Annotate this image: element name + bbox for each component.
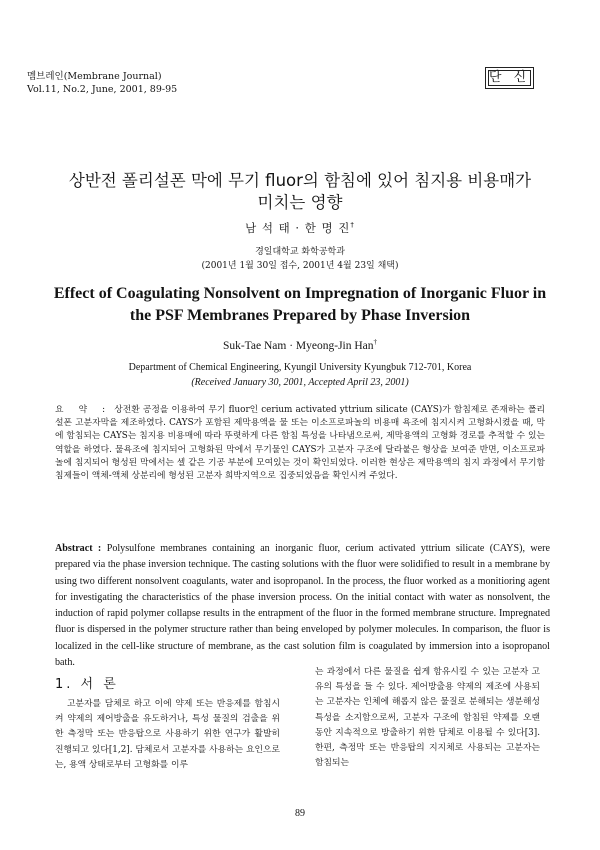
english-abstract-text: Polysulfone membranes containing an inorganic fluor, cerium activated yttrium silicate (CAYS), were prepared via the phase inversion technique. The casting solutions with the fluor were solidified to result in a membrane by using two different nonsolvent coagulants, water and isopropanol. In the process, the fluor worked as a monitioring agent for investigating the characteristics of the phase inversion process. On the initial contact with water as nonsolvent, the induction of rapid polymer collapse results in the entrapment of the fluor in the formed membrane structure. Impregnated fluor is dispersed in the polymer structure rather than being enveloped by polymer molecules. In comparison, the fluor is localized in the cell-like structure of membrane, as the cast solution film is coagulated by immersion into a isopropanol bath. bbox=[55, 543, 551, 669]
english-abstract-label: Abstract : bbox=[55, 543, 102, 554]
korean-abstract-text: 상전환 공정을 이용하여 무기 fluor인 cerium activated yttrium silicate (CAYS)가 함침제로 존재하는 폴리설폰 고분자막을 제조하였다. CAYS가 포함된 제막용액을 물 또는 이소프로파놀의 비용매 욕조에 침지시켜 고형화시켰을 때, 막에 함침되는 CAYS는 침지용 비용매에 따라 뚜렷하게 다른 함침 특성을 나타냄으로써, 제막용액의 고형화 경로를 추적할 수 있는 역할을 하였다. 물욕조에 침지되어 고형화된 막에서 무기물인 CAYS가 고분자 구조에 달라붙은 형상을 보여준 반면, 이소프로파놀에 침지되어 형성된 막에서는 셀 같은 기공 부분에 모여있는 것이 확인되었다. 이러한 현상은 제막용액의 침지 과정에서 무기함침제들이 액체-액체 상분리에 형성된 고분자 희박지역으로 집중되었음을 확인시켜 주었다. bbox=[55, 405, 546, 482]
korean-title-line1: 상반전 폴리설폰 막에 무기 fluor의 함침에 있어 침지용 비용매가 bbox=[68, 171, 532, 190]
introduction-left-column: 고분자를 담체로 하고 이에 약제 또는 반응제를 함침시켜 약제의 제어방출을 유도하거나, 특성 물질의 검출을 위한 측정막 또는 반응탑으로 사용하기 위한 연구가 활발히 진행되고 있다[1,2]. 담체로서 고분자를 사용하는 요인으로는, 용액 상태로부터 고형화를 이루 bbox=[55, 699, 280, 770]
journal-name: 멤브레인(Membrane Journal) bbox=[27, 71, 162, 82]
english-author-names: Suk-Tae Nam · Myeong-Jin Han bbox=[222, 339, 374, 352]
english-title bbox=[20, 283, 580, 327]
journal-info bbox=[27, 70, 177, 96]
korean-abstract bbox=[55, 404, 545, 483]
page-number: 89 bbox=[295, 808, 305, 819]
korean-affiliation: 경일대학교 화학공학과 bbox=[255, 247, 345, 257]
journal-volume: Vol.11, No.2, June, 2001, 89-95 bbox=[27, 84, 178, 95]
english-title-line2: the PSF Membranes Prepared by Phase Inversion bbox=[129, 307, 471, 324]
korean-abstract-label: 요 약 : bbox=[55, 405, 112, 415]
english-received-dates: (Received January 30, 2001, Accepted April 23, 2001) bbox=[191, 377, 409, 388]
korean-authors bbox=[0, 220, 600, 236]
english-authors bbox=[0, 338, 600, 352]
english-corresponding-mark: † bbox=[373, 338, 378, 346]
english-affiliation: Department of Chemical Engineering, Kyungil University Kyungbuk 712-701, Korea bbox=[128, 362, 472, 373]
introduction-right-column: 는 과정에서 다른 물질을 쉽게 함유시킬 수 있는 고분자 고유의 특성을 들 수 있다. 제어방출용 약제의 제조에 사용되는 고분자는 인체에 해롭지 않은 물질로 분해되는 생분해성 특성을 소지함으로써, 고분자 구조에 함침된 약제를 오랜 동안 지속적으로 방출하기 위한 담체로 이용될 수 있다[3]. 한편, 측정막 또는 반응탑의 지지체로 사용되는 고분자는 함침되는 bbox=[315, 667, 540, 769]
english-abstract bbox=[55, 541, 550, 671]
section-heading-introduction: 1. 서 론 bbox=[55, 677, 119, 692]
korean-received-dates: (2001년 1월 30일 접수, 2001년 4월 23일 채택) bbox=[201, 261, 399, 271]
korean-title bbox=[20, 170, 580, 214]
corresponding-author-mark: † bbox=[350, 221, 355, 230]
korean-title-line2: 미치는 영향 bbox=[257, 193, 343, 212]
korean-affiliation-block bbox=[0, 245, 600, 273]
article-type-badge: 단 신 bbox=[485, 67, 534, 89]
english-title-line1: Effect of Coagulating Nonsolvent on Impregnation of Inorganic Fluor in bbox=[53, 285, 547, 302]
english-affiliation-block bbox=[0, 360, 600, 390]
korean-author-names: 남 석 태 · 한 명 진 bbox=[245, 221, 351, 235]
